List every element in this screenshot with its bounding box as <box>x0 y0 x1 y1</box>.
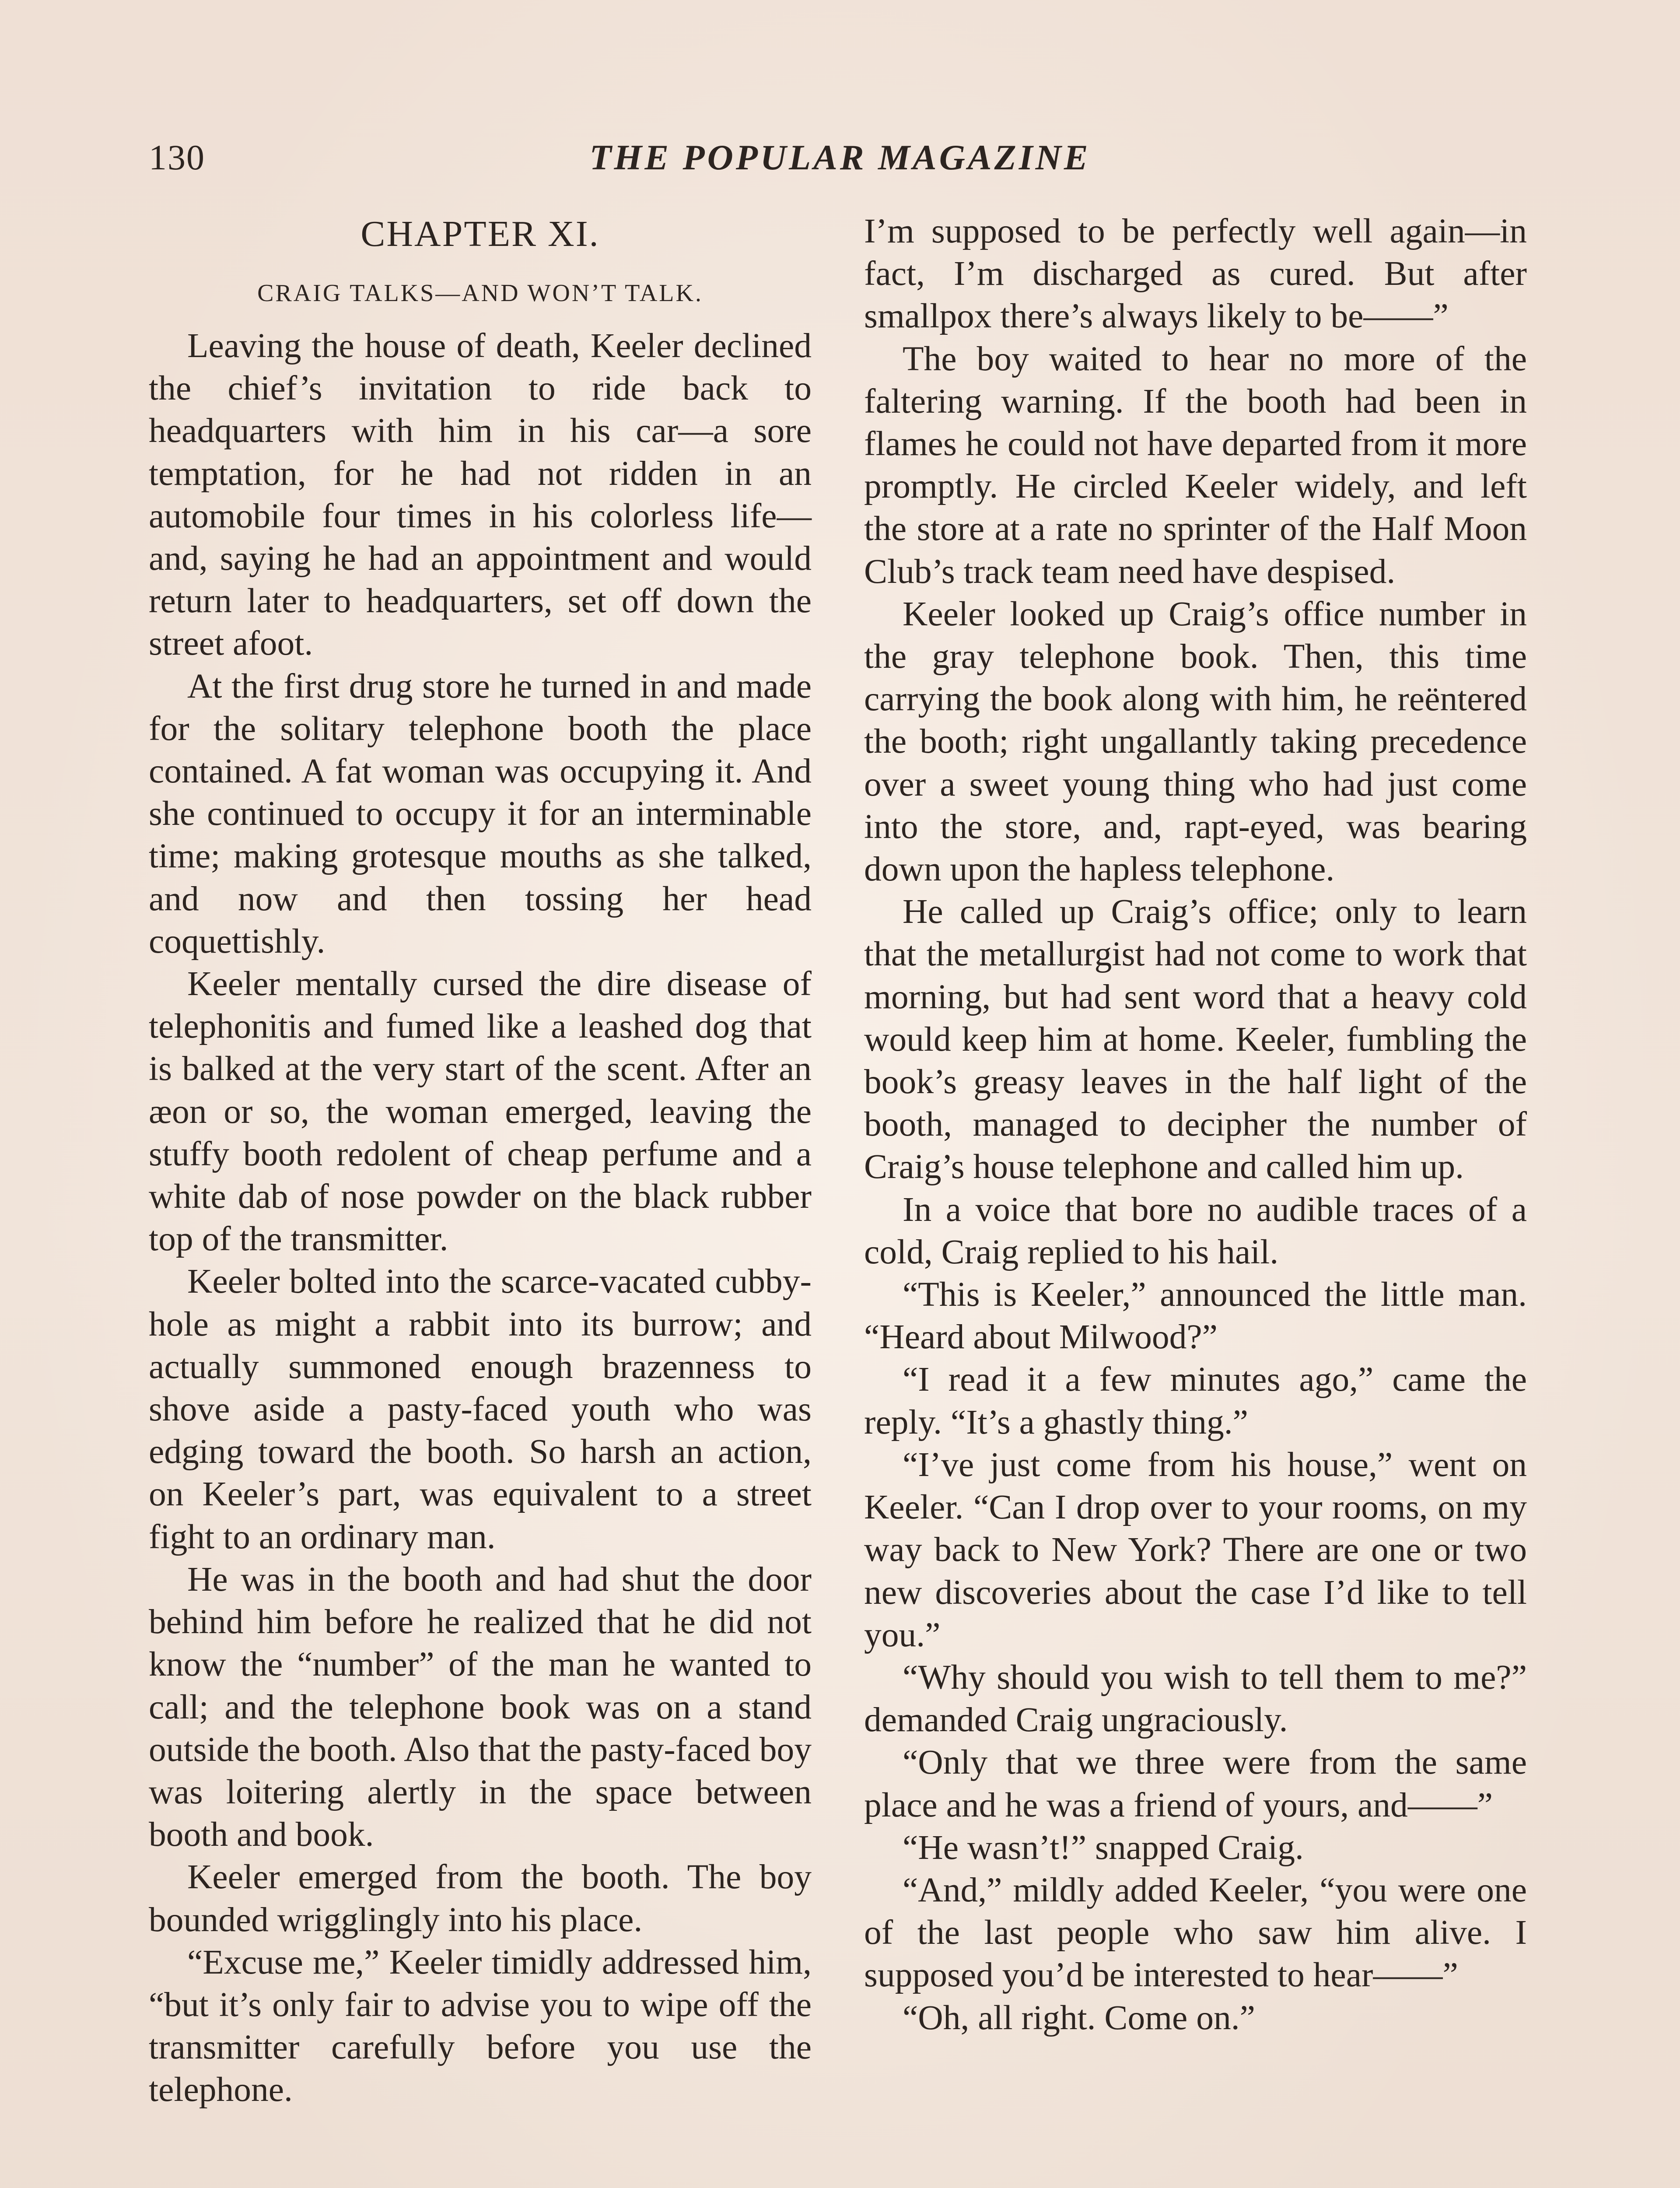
page-header <box>149 131 1531 184</box>
chapter-subtitle: CRAIG TALKS—AND WON’T TALK. <box>257 280 703 307</box>
paragraph: In a voice that bore no audible traces of a cold, Craig replied to his hail. <box>864 1190 1527 1271</box>
paragraph: Keeler looked up Craig’s office number in the gray telephone book. Then, this time carrying the book along with him, he reëntered the booth; right ungallantly taking precedence over a sweet young thing who had just come into the store, and, rapt-eyed, was bearing down upon the hapless telephone. <box>864 594 1527 889</box>
paragraph: Leaving the house of death, Keeler declined the chief’s invitation to ride back to headquarters with him in his car—a sore temptation, for he had not ridden in an automobile four times in his colorless life—and, saying he had an appointment and would return later to headquarters, set off down the street afoot. <box>149 326 812 663</box>
paragraph: The boy waited to hear no more of the faltering warning. If the booth had been in flames he could not have departed from it more promptly. He circled Keeler widely, and left the store at a rate no sprinter of the Half Moon Club’s track team need have despised. <box>864 339 1527 591</box>
paragraph: He called up Craig’s office; only to learn that the metallurgist had not come to work that morning, but had sent word that a heavy cold would keep him at home. Keeler, fumbling the book’s greasy leaves in the half light of the booth, managed to decipher the number of Craig’s house telephone and called him up. <box>864 892 1527 1186</box>
paragraph: “And,” mildly added Keeler, “you were one of the last people who saw him alive. I supposed you’d be interested to hear——” <box>864 1870 1527 1995</box>
paragraph: Keeler mentally cursed the dire disease of telephonitis and fumed like a leashed dog that is balked at the very start of the scent. After an æon or so, the woman emerged, leaving the stuffy booth redolent of cheap perfume and a white dab of nose powder on the black rubber top of the transmitter. <box>149 964 812 1259</box>
right-column <box>864 210 1527 2039</box>
chapter-title: CHAPTER XI. <box>360 214 600 254</box>
paragraph: “I’ve just come from his house,” went on Keeler. “Can I drop over to your rooms, on my way back to New York? There are one or two new discoveries about the case I’d like to tell you.” <box>864 1445 1527 1654</box>
paragraph: “He wasn’t!” snapped Craig. <box>903 1828 1304 1867</box>
paragraph: “This is Keeler,” announced the little man. “Heard about Milwood?” <box>864 1275 1527 1357</box>
running-head: THE POPULAR MAGAZINE <box>589 137 1091 177</box>
paragraph: “Only that we three were from the same place and he was a friend of yours, and——” <box>864 1743 1527 1824</box>
paragraph: “I read it a few minutes ago,” came the reply. “It’s a ghastly thing.” <box>864 1360 1527 1441</box>
paragraph: At the first drug store he turned in and made for the solitary telephone booth the place contained. A fat woman was occupying it. And she continued to occupy it for an interminable time; making grotesque mouths as she talked, and now and then tossing her head coquettishly. <box>149 666 812 961</box>
paragraph: Keeler emerged from the booth. The boy bounded wrigglingly into his place. <box>149 1858 812 1939</box>
left-column <box>149 210 812 2111</box>
paragraph-continued: I’m supposed to be perfectly well again—in fact, I’m discharged as cured. But after smallpox there’s always likely to be——” <box>864 212 1527 336</box>
paragraph: “Excuse me,” Keeler timidly addressed him, “but it’s only fair to advise you to wipe off the transmitter carefully before you use the telephone. <box>149 1943 812 2109</box>
paragraph: Keeler bolted into the scarce-vacated cubby-hole as might a rabbit into its burrow; and actually summoned enough brazenness to shove aside a pasty-faced youth who was edging toward the booth. So harsh an action, on Keeler’s part, was equivalent to a street fight to an ordinary man. <box>149 1262 812 1556</box>
paragraph: He was in the booth and had shut the door behind him before he realized that he did not know the “number” of the man he wanted to call; and the telephone book was on a stand outside the booth. Also that the pasty-faced boy was loitering alertly in the space between booth and book. <box>149 1560 812 1854</box>
paragraph: “Oh, all right. Come on.” <box>903 1998 1255 2037</box>
paragraph: “Why should you wish to tell them to me?” demanded Craig ungraciously. <box>864 1658 1527 1739</box>
page-number: 130 <box>149 137 205 177</box>
